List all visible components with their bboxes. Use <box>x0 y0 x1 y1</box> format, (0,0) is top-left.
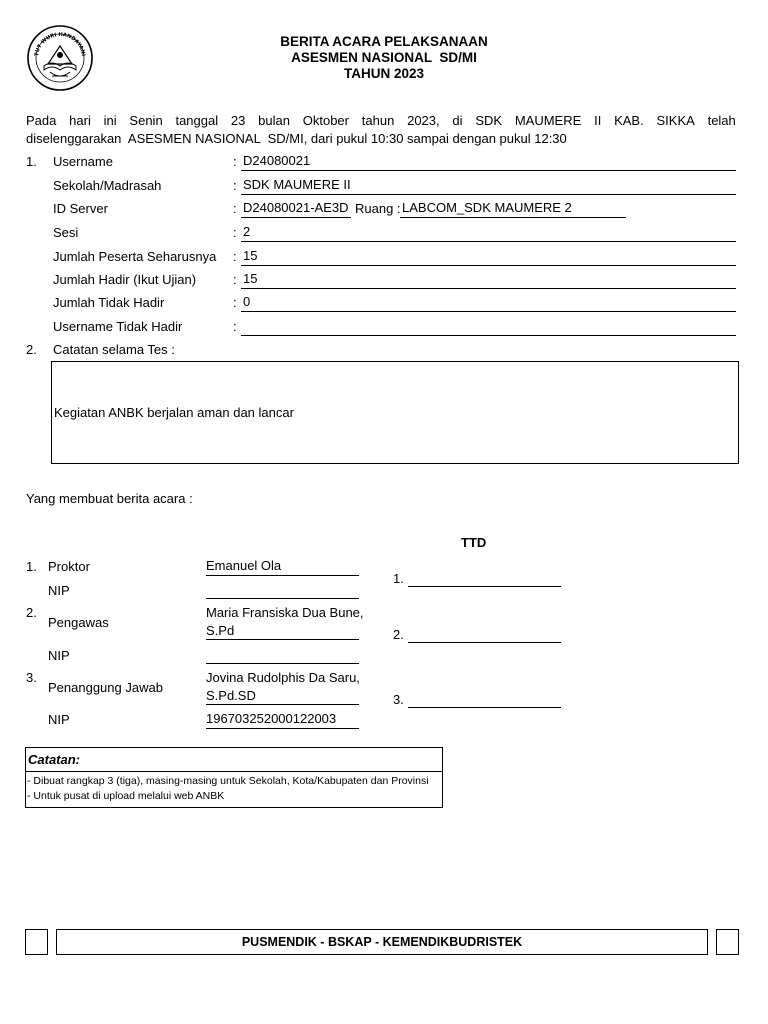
field-value: 15 <box>241 248 736 266</box>
intro-word: bulan <box>258 113 290 128</box>
title-line-2: ASESMEN NASIONAL SD/MI <box>291 50 477 65</box>
signer-3-nip-label: NIP <box>48 712 70 727</box>
test-notes-text: Kegiatan ANBK berjalan aman dan lancar <box>54 405 294 420</box>
footer-right-square <box>716 929 739 955</box>
intro-word: tahun <box>361 113 395 128</box>
field-label: Jumlah Tidak Hadir <box>53 295 165 310</box>
signature-3-line <box>408 691 561 708</box>
footer-banner <box>56 929 708 955</box>
signer-2-name-line-1: Maria Fransiska Dua Bune, <box>206 605 364 620</box>
signer-2-name-field <box>206 623 359 640</box>
signer-3-name-line-1: Jovina Rudolphis Da Saru, <box>206 670 360 685</box>
signer-3-role: Penanggung Jawab <box>48 680 163 695</box>
ttd-heading: TTD <box>461 535 487 550</box>
signature-1-number: 1. <box>393 571 404 586</box>
field-value <box>241 318 736 336</box>
notes-divider <box>26 771 442 772</box>
field-value: SDK MAUMERE II <box>241 177 736 195</box>
title-line-3: TAHUN 2023 <box>343 66 425 81</box>
notes-line-1: - Dibuat rangkap 3 (tiga), masing-masing untuk Sekolah, Kota/Kabupaten dan Provinsi <box>27 775 429 787</box>
intro-word: KAB. <box>614 113 644 128</box>
field-label: Username <box>53 154 113 169</box>
signer-3-nip: 196703252000122003 <box>206 711 337 726</box>
signer-1-nip-field <box>206 582 359 599</box>
footer-text: PUSMENDIK - BSKAP - KEMENDIKBUDRISTEK <box>241 935 523 949</box>
signer-3-number: 3. <box>26 670 37 685</box>
field-label: Jumlah Peserta Seharusnya <box>53 249 217 264</box>
notes-box <box>25 747 443 808</box>
emblem-motto: TUT WURI HANDAYANI <box>34 31 86 57</box>
field-label: ID Server <box>53 201 108 216</box>
field-colon: : <box>233 201 237 216</box>
intro-word: tanggal <box>175 113 219 128</box>
field-colon: : <box>233 225 237 240</box>
signer-1-nip-label: NIP <box>48 583 70 598</box>
footer-left-square <box>25 929 48 955</box>
intro-word: telah <box>707 113 736 128</box>
field-value: 2 <box>241 224 736 242</box>
title-line-1: BERITA ACARA PELAKSANAAN <box>280 34 488 49</box>
signer-1-number: 1. <box>26 559 37 574</box>
field-label: Sekolah/Madrasah <box>53 178 162 193</box>
intro-word: 2023, <box>407 113 440 128</box>
field-colon: : <box>233 295 237 310</box>
section-1-number: 1. <box>26 154 37 169</box>
intro-word: MAUMERE <box>514 113 582 128</box>
field-value: D24080021 <box>241 153 736 171</box>
signer-3-nip-field <box>206 711 359 729</box>
intro-word: ini <box>103 113 117 128</box>
intro-word: di <box>452 113 463 128</box>
test-notes-box <box>51 361 739 464</box>
field-label: Jumlah Hadir (Ikut Ujian) <box>53 272 197 287</box>
signature-1-line <box>408 570 561 587</box>
intro-line-2: diselenggarakan ASESMEN NASIONAL SD/MI, dari pukul 10:30 sampai dengan pukul 12:30 <box>26 131 567 146</box>
intro-word: SDK <box>475 113 503 128</box>
intro-word: Oktober <box>302 113 349 128</box>
field-colon: : <box>233 272 237 287</box>
signer-2-name-line-2: S.Pd <box>206 623 235 638</box>
signer-1-name: Emanuel Ola <box>206 558 282 573</box>
field-value: 0 <box>241 294 736 312</box>
signature-2-number: 2. <box>393 627 404 642</box>
signer-2-number: 2. <box>26 605 37 620</box>
notes-title: Catatan: <box>28 752 81 767</box>
intro-word: II <box>594 113 602 128</box>
signers-intro: Yang membuat berita acara : <box>26 491 193 506</box>
section-2-number: 2. <box>26 342 37 357</box>
signer-3-name-field <box>206 688 359 705</box>
field-label: Username Tidak Hadir <box>53 319 183 334</box>
field-colon: : <box>233 319 237 334</box>
intro-word: Senin <box>129 113 163 128</box>
field-label: Sesi <box>53 225 79 240</box>
signature-3-number: 3. <box>393 692 404 707</box>
room-label: Ruang : <box>355 201 401 216</box>
section-2-label: Catatan selama Tes : <box>53 342 175 357</box>
signer-2-nip-label: NIP <box>48 648 70 663</box>
intro-line-1 <box>26 113 736 129</box>
signer-2-nip-field <box>206 647 359 664</box>
field-colon: : <box>233 249 237 264</box>
signature-2-line <box>408 626 561 643</box>
signer-1-role: Proktor <box>48 559 90 574</box>
field-value: D24080021-AE3D <box>241 200 351 218</box>
notes-line-2: - Untuk pusat di upload melalui web ANBK <box>27 790 225 802</box>
field-colon: : <box>233 178 237 193</box>
field-value: 15 <box>241 271 736 289</box>
intro-word: 23 <box>230 113 246 128</box>
signer-1-name-field <box>206 558 359 576</box>
intro-word: SIKKA <box>656 113 695 128</box>
intro-word: Pada <box>26 113 57 128</box>
signer-2-role: Pengawas <box>48 615 109 630</box>
signer-3-name-line-2: S.Pd.SD <box>206 688 256 703</box>
field-colon: : <box>233 154 237 169</box>
room-value: LABCOM_SDK MAUMERE 2 <box>400 200 626 218</box>
intro-word: hari <box>69 113 91 128</box>
